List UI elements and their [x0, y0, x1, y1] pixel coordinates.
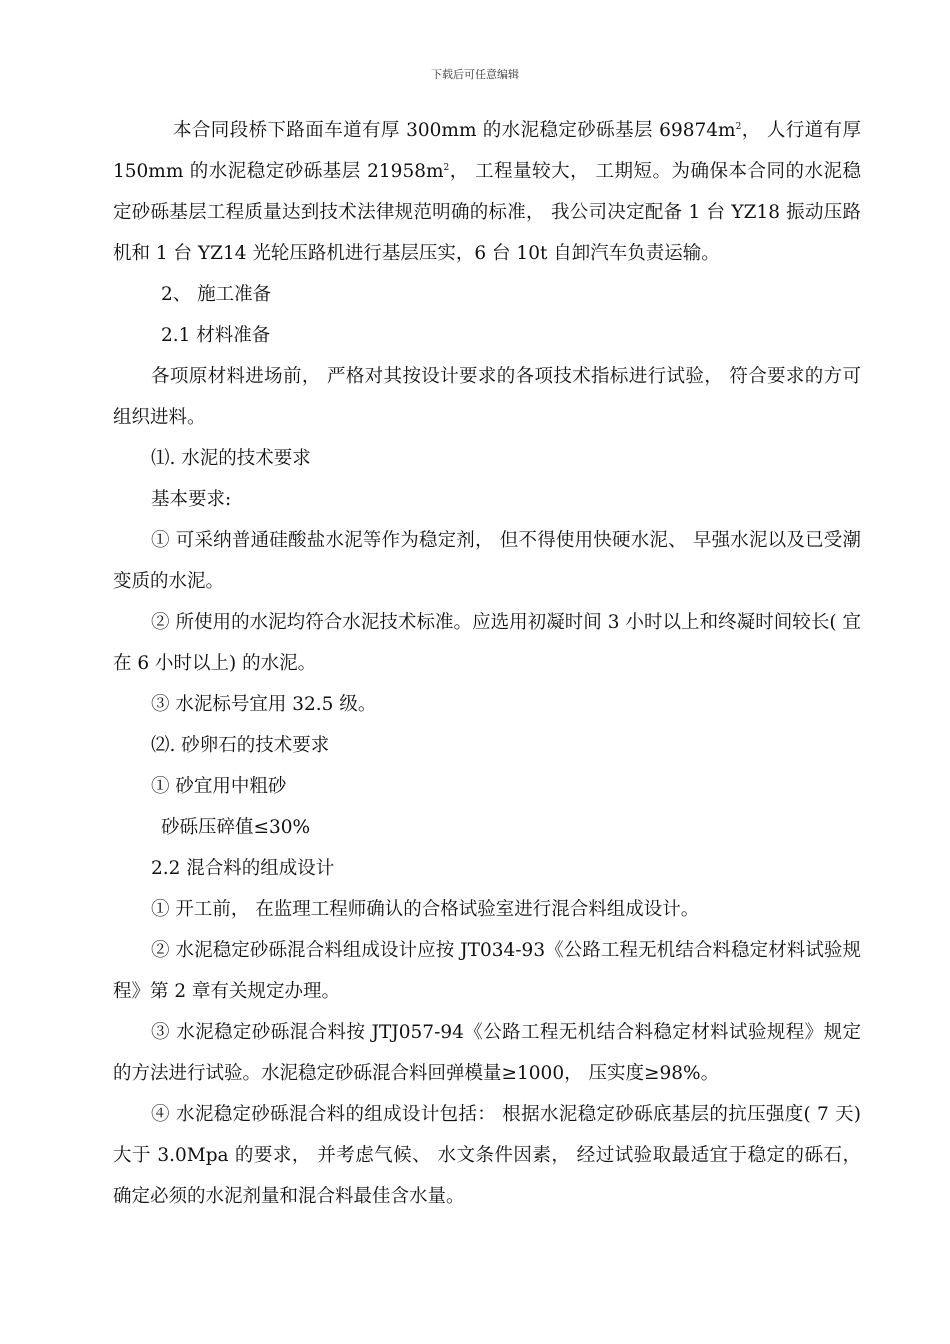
intro-text-c: ， 工程量较大， 工期短。为确保本合同的水泥稳定砂砾基层工程质量达到技术法律规范明确的标准， 我公司决定配备 1 台 YZ18 振动压路机和 1 台 YZ14 光轮压路机进行基层压实，6 台 10t 自卸汽车负责运输。: [113, 161, 862, 264]
cement-item-2: ② 所使用的水泥均符合水泥技术标准。应选用初凝时间 3 小时以上和终凝时间较长( 宜在 6 小时以上) 的水泥。: [113, 612, 861, 674]
section-heading-2-1: 2.1 材料准备: [161, 325, 271, 346]
document-body: [113, 110, 861, 1217]
cement-item-1: ① 可采纳普通硅酸盐水泥等作为稳定剂， 但不得使用快硬水泥、 早强水泥以及已受潮变质的水泥。: [113, 530, 861, 592]
gravel-item-2: 砂砾压碎值≤30%: [161, 817, 311, 838]
intro-paragraph: [113, 110, 861, 274]
mix-item-1: ① 开工前， 在监理工程师确认的合格试验室进行混合料组成设计。: [151, 899, 700, 920]
section-heading-2: 2、 施工准备: [161, 284, 272, 305]
intro-text-b: ， 人行道有厚 150mm 的水泥稳定砂砾基层 21958m: [113, 120, 861, 182]
gravel-heading: ⑵. 砂卵石的技术要求: [151, 735, 330, 756]
unit-superscript: 2: [443, 163, 450, 173]
mix-item-4: ④ 水泥稳定砂砾混合料的组成设计包括： 根据水泥稳定砂砾底基层的抗压强度( 7 天) 大于 3.0Mpa 的要求， 并考虑气候、 水文条件因素， 经过试验取最适宜于稳定的砾石， 确定必须的水泥剂量和混合料最佳含水量。: [113, 1104, 861, 1207]
section-heading-2-2: 2.2 混合料的组成设计: [151, 858, 335, 879]
page-header: 下载后可任意编辑: [431, 68, 519, 81]
mix-item-2: ② 水泥稳定砂砾混合料组成设计应按 JT034-93《公路工程无机结合料稳定材料试验规程》第 2 章有关规定办理。: [113, 940, 861, 1002]
cement-heading: ⑴. 水泥的技术要求: [151, 448, 311, 469]
basic-requirements-label: 基本要求:: [151, 489, 232, 510]
gravel-item-1: ① 砂宜用中粗砂: [151, 776, 287, 797]
mix-item-3: ③ 水泥稳定砂砾混合料按 JTJ057-94《公路工程无机结合料稳定材料试验规程》规定的方法进行试验。水泥稳定砂砾混合料回弹模量≥1000， 压实度≥98%。: [113, 1022, 861, 1084]
cement-item-3: ③ 水泥标号宜用 32.5 级。: [151, 694, 377, 715]
materials-paragraph: 各项原材料进场前， 严格对其按设计要求的各项技术指标进行试验， 符合要求的方可组织进料。: [113, 366, 861, 428]
unit-superscript: 2: [735, 122, 742, 132]
intro-text-a: 本合同段桥下路面车道有厚 300mm 的水泥稳定砂砾基层 69874m: [173, 120, 736, 141]
